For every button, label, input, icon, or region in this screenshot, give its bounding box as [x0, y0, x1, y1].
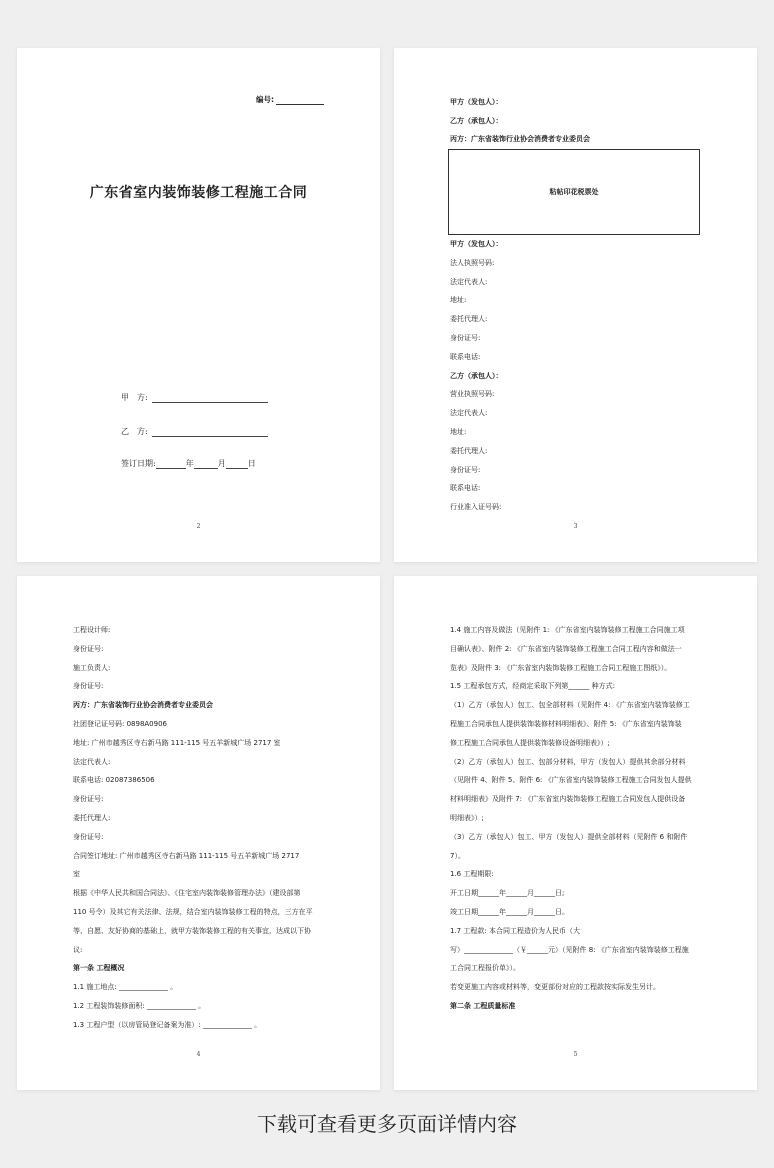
- text-line: 社团登记证号码: 0898A0906: [73, 720, 168, 728]
- text-line: 联系电话: 02087386506: [73, 776, 155, 785]
- party-b-blank: [152, 428, 268, 437]
- party-b-signature-row: [121, 426, 268, 437]
- text-line: 地址: 广州市越秀区寺右新马路 111-115 号五羊新城广场 2717 室: [73, 738, 281, 747]
- text-line: 根据《中华人民共和国合同法》、《住宅室内装饰装修管理办法》（建设部第: [73, 889, 301, 898]
- text-line: 目确认表》、附件 2: 《广东省室内装饰装修工程施工合同工程内容和做法一: [450, 644, 682, 653]
- text-line: 1.3 工程户型（以房管局登记备案为准）: ______________ 。: [73, 1020, 262, 1029]
- text-line: 工程设计师:: [73, 626, 111, 634]
- text-line: （3）乙方（承包人）包工、甲方（发包人）提供全部材料（见附件 6 和附件: [450, 832, 688, 841]
- text-line: 若变更施工内容或材料等，变更部份对应的工程款按实际发生另计。: [450, 983, 660, 992]
- text-line: 合同签订地址: 广州市越秀区寺右新马路 111-115 号五羊新城广场 2717: [73, 851, 300, 860]
- text-line: 1.4 施工内容及做法（见附件 1: 《广东省室内装饰装修工程施工合同施工项: [450, 626, 685, 634]
- text-line: 第一条 工程概况: [73, 964, 125, 973]
- text-line: 7）。: [450, 851, 465, 860]
- text-line: 身份证号:: [450, 334, 481, 342]
- text-line: （2）乙方（承包人）包工、包部分材料，甲方（发包人）提供其余部分材料: [450, 757, 686, 766]
- text-line: 委托代理人:: [73, 814, 111, 822]
- text-line: （1）乙方（承包人）包工、包全部材料（见附件 4: 《广东省室内装饰装修工: [450, 701, 690, 710]
- contract-page-parties: [394, 48, 757, 562]
- party-a-blank: [152, 394, 268, 403]
- text-line: 1.1 施工地点: ______________ 。: [73, 983, 178, 992]
- text-line: 乙方（承包人）：: [450, 116, 503, 125]
- text-line: 第二条 工程质量标准: [450, 1002, 516, 1010]
- contract-number: [256, 94, 324, 105]
- year-label: 年: [185, 459, 194, 468]
- contract-number-blank: [276, 97, 324, 105]
- text-line: 乙方（承包人）：: [450, 371, 503, 380]
- document-title: 广东省室内装饰装修工程施工合同: [89, 185, 308, 201]
- sign-date-label: 签订日期:: [121, 459, 156, 468]
- text-line: 身份证号:: [450, 465, 481, 474]
- page-number: 3: [573, 523, 578, 530]
- text-line: 甲方（发包人）：: [450, 240, 503, 248]
- month-blank: [194, 460, 218, 469]
- contract-page-cover: [17, 48, 380, 562]
- text-line: 委托代理人:: [450, 315, 488, 324]
- page-number: 5: [573, 1051, 578, 1058]
- text-line: 1.6 工程期限:: [450, 870, 494, 879]
- day-blank: [226, 460, 248, 469]
- text-line: 联系电话:: [450, 484, 481, 493]
- text-line: 联系电话:: [450, 352, 481, 361]
- text-line: 丙方：广东省装饰行业协会消费者专业委员会: [450, 135, 590, 143]
- text-line: 等、自愿、友好协商的基础上，就甲方装饰装修工程的有关事宜，达成以下协: [73, 926, 311, 935]
- page-number: 4: [196, 1051, 201, 1058]
- text-line: 1.2 工程装饰装修面积: ______________ 。: [73, 1002, 206, 1010]
- text-line: 身份证号:: [73, 682, 104, 691]
- party-b-label: 乙 方:: [121, 427, 148, 436]
- text-line: 法人执照号码:: [450, 258, 495, 267]
- text-line: 览表》及附件 3: 《广东省室内装饰装修工程施工合同工程施工图纸》）。: [450, 663, 672, 672]
- text-line: 地址:: [450, 296, 467, 305]
- text-line: 行业准入证号码:: [450, 503, 502, 512]
- text-line: 地址:: [450, 428, 467, 436]
- text-line: 身份证号:: [73, 832, 104, 841]
- text-line: 身份证号:: [73, 795, 104, 804]
- contract-page-details: [17, 576, 380, 1090]
- text-line: 身份证号:: [73, 644, 104, 653]
- text-line: 丙方：广东省装饰行业协会消费者专业委员会: [73, 701, 213, 710]
- text-line: 议:: [73, 945, 83, 954]
- contract-page-terms: [394, 576, 757, 1090]
- stamp-duty-box: 粘帖印花税票处: [448, 149, 700, 235]
- party-a-label: 甲 方:: [121, 393, 148, 402]
- month-label: 月: [217, 459, 226, 468]
- sign-date-row: [121, 458, 256, 469]
- day-label: 日: [247, 459, 256, 468]
- year-blank: [156, 460, 186, 469]
- text-line: 甲方（发包人）：: [450, 98, 503, 106]
- text-line: 程施工合同承包人提供装饰装修材料明细表》、附件 5: 《广东省室内装饰装: [450, 720, 682, 728]
- text-line: 材料明细表》及附件 7: 《广东省室内装饰装修工程施工合同发包人提供设备: [450, 795, 686, 804]
- text-line: 写）______________（￥______元）（见附件 8: 《广东省室内装饰装修工程施: [450, 945, 689, 954]
- text-line: 法定代表人:: [450, 277, 488, 286]
- text-line: 开工日期______年______月______日;: [450, 889, 565, 898]
- text-line: 1.5 工程承包方式，经商定采取下列第______ 种方式:: [450, 682, 615, 691]
- text-line: 施工负责人:: [73, 663, 111, 672]
- contract-number-label: 编号:: [256, 95, 274, 104]
- text-line: 竣工日期______年______月______日。: [450, 908, 569, 916]
- text-line: 工合同工程报价单》）。: [450, 964, 520, 973]
- party-a-signature-row: [121, 392, 268, 403]
- text-line: 法定代表人:: [73, 757, 111, 766]
- text-line: 营业执照号码:: [450, 390, 495, 399]
- text-line: 法定代表人:: [450, 409, 488, 418]
- text-line: 110 号令）及其它有关法律、法规，结合室内装饰装修工程的特点，三方在平: [73, 908, 313, 916]
- page-number: 2: [196, 523, 201, 530]
- text-line: 1.7 工程款: 本合同工程造价为人民币（大: [450, 926, 580, 935]
- text-line: 明细表》）;: [450, 814, 484, 822]
- text-line: 室: [73, 870, 80, 879]
- text-line: 委托代理人:: [450, 446, 488, 455]
- text-line: （见附件 4、附件 5、附件 6: 《广东省室内装饰装修工程施工合同发包人提供: [450, 776, 692, 785]
- text-line: 修工程施工合同承包人提供装饰装修设备明细表》）;: [450, 738, 610, 747]
- download-caption: 下载可查看更多页面详情内容: [257, 1112, 517, 1136]
